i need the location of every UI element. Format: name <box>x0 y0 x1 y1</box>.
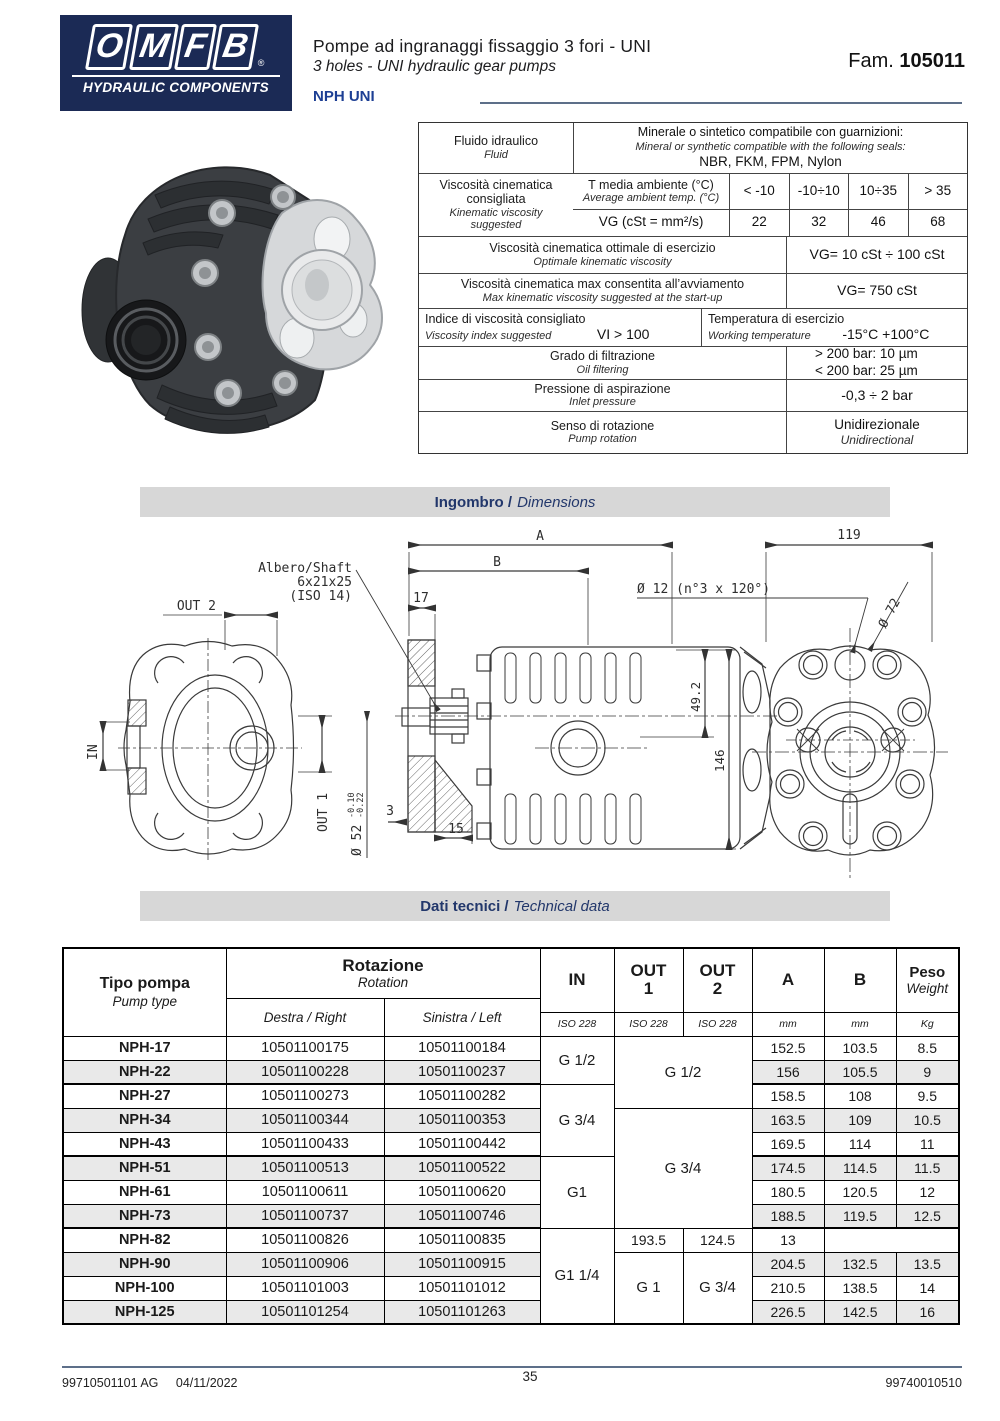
header-it: Tipo pompa <box>99 975 190 993</box>
spec-label-viscosity <box>419 174 573 236</box>
temp-value: > 35 <box>924 182 952 198</box>
label-it: Viscosità cinematica max consentita all’avviamento <box>460 277 745 292</box>
weight-value: 11.5 <box>896 1156 959 1180</box>
label-it: Fluido idraulico <box>453 134 539 149</box>
out-thread: G 3/4 <box>614 1108 752 1228</box>
dim-b-value: 119.5 <box>824 1204 896 1228</box>
table-row <box>63 1180 959 1204</box>
label-en: Working temperature <box>708 330 811 343</box>
pump-model: NPH-43 <box>63 1132 226 1156</box>
header-it: Rotazione <box>342 955 424 975</box>
spec-label-inlet <box>419 380 786 411</box>
dim-3-label: 3 <box>386 804 394 819</box>
code-left: 10501101263 <box>384 1300 540 1324</box>
value-line: < 200 bar: 25 µm <box>815 363 918 378</box>
header-out-num: 2 <box>712 979 723 999</box>
col-header-pump-type <box>63 948 226 1036</box>
footer-doc-code: 99710501101 AG <box>62 1376 159 1390</box>
spec-label-fluid <box>419 123 573 173</box>
label-en: suggested <box>470 219 522 232</box>
shaft-label-1: Albero/Shaft <box>258 561 352 576</box>
dim-a-value: 188.5 <box>752 1204 824 1228</box>
label-en: Optimale kinematic viscosity <box>533 255 672 268</box>
table-row <box>63 1228 959 1252</box>
pump-model: NPH-100 <box>63 1276 226 1300</box>
dim-a-value: 193.5 <box>614 1228 683 1252</box>
dim-a-value: 226.5 <box>752 1300 824 1324</box>
dim-b-value: 138.5 <box>824 1276 896 1300</box>
footer-date: 04/11/2022 <box>175 1376 238 1390</box>
product-name: NPH UNI <box>313 88 375 105</box>
family-code <box>848 50 965 73</box>
code-right: 10501100737 <box>226 1204 384 1228</box>
weight-value: 12 <box>896 1180 959 1204</box>
logo-letters <box>88 24 265 70</box>
vg-label <box>573 210 729 236</box>
header-it: Peso <box>909 963 946 981</box>
family-label: Fam. <box>848 50 894 72</box>
label-en: Fluid <box>484 148 508 161</box>
header-out-num: 1 <box>643 979 654 999</box>
dim-15-label: 15 <box>448 822 464 837</box>
code-left: 10501100620 <box>384 1180 540 1204</box>
value: VI > 100 <box>596 326 650 343</box>
pump-model: NPH-90 <box>63 1252 226 1276</box>
banner-title-en: Dimensions <box>517 493 596 511</box>
temp-value: 10÷35 <box>859 182 897 198</box>
code-left: 10501100915 <box>384 1252 540 1276</box>
shaft-label-2: 6x21x25 <box>297 575 352 590</box>
vg-value <box>908 210 968 236</box>
spec-label-rotation <box>419 412 786 453</box>
code-right: 10501100228 <box>226 1060 384 1084</box>
dim-b-value: 109 <box>824 1108 896 1132</box>
header-rule <box>480 102 962 104</box>
col-header-out2 <box>683 948 752 1012</box>
weight-value: 13 <box>752 1228 824 1252</box>
weight-value: 11 <box>896 1132 959 1156</box>
weight-value: 10.5 <box>896 1108 959 1132</box>
dia52-tol-upper: -0.10 <box>347 792 357 818</box>
label-it: Grado di filtrazione <box>550 349 655 364</box>
table-row <box>63 1084 959 1108</box>
spec-label-filter <box>419 347 786 379</box>
dim-a-value: 210.5 <box>752 1276 824 1300</box>
table-row <box>63 1300 959 1324</box>
code-right: 10501100906 <box>226 1252 384 1276</box>
spec-value-rotation <box>786 412 967 453</box>
spec-value-filter <box>786 347 967 379</box>
dim-b-value: 114.5 <box>824 1156 896 1180</box>
code-left: 10501100237 <box>384 1060 540 1084</box>
code-left: 10501100835 <box>384 1228 540 1252</box>
unit-iso: ISO 228 <box>683 1012 752 1036</box>
value: -15°C +100°C <box>842 326 930 343</box>
code-left: 10501100282 <box>384 1084 540 1108</box>
in-thread: G 3/4 <box>540 1084 614 1156</box>
footer-rule <box>62 1366 962 1368</box>
dim-b-value: 124.5 <box>683 1228 752 1252</box>
label-it: Senso di rotazione <box>550 418 655 433</box>
header-en: Pump type <box>112 993 178 1009</box>
code-left: 10501101012 <box>384 1276 540 1300</box>
ambient-temp-header <box>573 174 729 209</box>
temp-value: < -10 <box>743 182 775 198</box>
col-header-in: IN <box>540 948 614 1012</box>
weight-value: 12.5 <box>896 1204 959 1228</box>
label-en: Kinematic viscosity <box>449 206 543 219</box>
spec-value-fluid <box>573 123 967 173</box>
col-header-out1 <box>614 948 683 1012</box>
col-header-b: B <box>824 948 896 1012</box>
weight-value: 9 <box>896 1060 959 1084</box>
dim-a-value: 180.5 <box>752 1180 824 1204</box>
weight-value: 13.5 <box>896 1252 959 1276</box>
value: -0,3 ÷ 2 bar <box>841 386 913 403</box>
dim-dia12-label: Ø 12 (n°3 x 120°) <box>637 582 771 597</box>
temp-value: -10÷10 <box>797 182 840 198</box>
value: Unidirezionale <box>834 417 920 433</box>
omfb-logo <box>60 15 292 111</box>
dim-a-value: 158.5 <box>752 1084 824 1108</box>
code-right: 10501100826 <box>226 1228 384 1252</box>
dim-a-value: 163.5 <box>752 1108 824 1132</box>
code-right: 10501100513 <box>226 1156 384 1180</box>
logo-subtitle: HYDRAULIC COMPONENTS <box>82 80 269 95</box>
title-english: 3 holes - UNI hydraulic gear pumps <box>313 58 556 75</box>
header-en: Weight <box>906 981 949 997</box>
dim-a-value: 204.5 <box>752 1252 824 1276</box>
vg: 46 <box>870 214 886 230</box>
footer-right-code: 99740010510 <box>885 1376 962 1390</box>
code-right: 10501100611 <box>226 1180 384 1204</box>
dim-b-label: B <box>493 555 501 570</box>
tech-table-body <box>63 1036 959 1324</box>
unit-kg: Kg <box>896 1012 959 1036</box>
label-it: Viscosità cinematica <box>439 177 553 192</box>
value: VG= 750 cSt <box>837 282 917 299</box>
label-it: VG (cSt = mm²/s) <box>598 214 704 230</box>
dim-49-2-label: 49.2 <box>688 681 703 712</box>
dim-a-value: 156 <box>752 1060 824 1084</box>
label-it: Viscosità cinematica ottimale di esercizio <box>489 241 716 256</box>
page-number: 35 <box>522 1369 538 1384</box>
technical-data-banner <box>140 891 890 921</box>
code-right: 10501100273 <box>226 1084 384 1108</box>
pump-model: NPH-125 <box>63 1300 226 1324</box>
value: VG= 10 cSt ÷ 100 cSt <box>809 246 945 263</box>
col-header-left: Sinistra / Left <box>384 998 540 1036</box>
col-header-weight <box>896 948 959 1012</box>
code-left: 10501100522 <box>384 1156 540 1180</box>
header-out: OUT <box>630 961 667 981</box>
pump-model: NPH-17 <box>63 1036 226 1060</box>
weight-value: 9.5 <box>896 1084 959 1108</box>
dim-a-value: 152.5 <box>752 1036 824 1060</box>
code-right: 10501100344 <box>226 1108 384 1132</box>
shaft-label-3: (ISO 14) <box>289 589 352 604</box>
banner-title-en: Technical data <box>513 897 610 915</box>
banner-title-it: Ingombro / <box>434 493 513 511</box>
dia52-label: Ø 52 <box>350 824 365 856</box>
value-en: Unidirectional <box>840 433 914 448</box>
label-en: Oil filtering <box>576 363 629 376</box>
viscosity-grid <box>573 174 967 236</box>
code-left: 10501100353 <box>384 1108 540 1132</box>
unit-iso: ISO 228 <box>540 1012 614 1036</box>
out2-thread: G 3/4 <box>683 1252 752 1324</box>
value-line: Minerale o sintetico compatibile con guarnizioni: <box>637 125 904 140</box>
dim-146-label: 146 <box>712 749 727 772</box>
table-row <box>63 1252 959 1276</box>
specs-table <box>418 122 968 454</box>
logo-divider <box>72 75 280 77</box>
dim-dia72-label: Ø 72 <box>875 596 904 631</box>
out-thread: G 1/2 <box>614 1036 752 1108</box>
logo-letter: O <box>85 24 134 70</box>
side-view-labels <box>258 529 727 837</box>
spec-viscosity-index <box>419 309 701 346</box>
registered-mark: ® <box>257 58 265 68</box>
value-line: > 200 bar: 10 µm <box>815 346 918 362</box>
vg: 32 <box>811 214 827 230</box>
temp-range <box>729 174 789 209</box>
col-header-right: Destra / Right <box>226 998 384 1036</box>
temp-range <box>908 174 968 209</box>
vg: 68 <box>930 214 946 230</box>
pump-model: NPH-61 <box>63 1180 226 1204</box>
dim-b-value: 103.5 <box>824 1036 896 1060</box>
label-it: Temperatura di esercizio <box>708 312 845 326</box>
logo-letter: F <box>174 24 217 70</box>
logo-letter: M <box>129 24 179 70</box>
dimension-drawing <box>55 520 970 885</box>
table-row <box>63 1132 959 1156</box>
spec-label-max-startup <box>419 274 786 308</box>
label-it: consigliata <box>466 192 526 207</box>
dimensions-banner <box>140 487 890 517</box>
temp-range <box>789 174 849 209</box>
spec-label-optimal <box>419 237 786 273</box>
label-en: Viscosity index suggested <box>425 330 552 343</box>
dim-17-label: 17 <box>413 591 429 606</box>
code-left: 10501100442 <box>384 1132 540 1156</box>
dim-b-value: 142.5 <box>824 1300 896 1324</box>
col-header-a: A <box>752 948 824 1012</box>
in-thread: G 1/2 <box>540 1036 614 1084</box>
vg-value <box>729 210 789 236</box>
dim-a-label: A <box>536 529 544 544</box>
temp-range <box>848 174 908 209</box>
spec-value-max-startup <box>786 274 967 308</box>
weight-value: 16 <box>896 1300 959 1324</box>
label-en: Average ambient temp. (°C) <box>582 192 720 205</box>
code-right: 10501101003 <box>226 1276 384 1300</box>
dim-a-value: 169.5 <box>752 1132 824 1156</box>
value-line: NBR, FKM, FPM, Nylon <box>699 153 842 169</box>
pump-model: NPH-22 <box>63 1060 226 1084</box>
unit-mm: mm <box>752 1012 824 1036</box>
technical-data-table <box>62 947 960 1325</box>
dim-b-value: 114 <box>824 1132 896 1156</box>
dim-b-value: 120.5 <box>824 1180 896 1204</box>
label-en: Pump rotation <box>568 433 637 446</box>
in-thread: G1 <box>540 1156 614 1228</box>
col-header-rotation <box>226 948 540 998</box>
label-it: T media ambiente (°C) <box>588 177 714 192</box>
in-thread: G1 1/4 <box>540 1228 614 1324</box>
header-en: Rotation <box>357 975 409 991</box>
table-row <box>63 1108 959 1132</box>
code-right: 10501101254 <box>226 1300 384 1324</box>
code-right: 10501100175 <box>226 1036 384 1060</box>
weight-value: 8.5 <box>896 1036 959 1060</box>
label-en: Max kinematic viscosity suggested at the start-up <box>482 291 723 304</box>
dim-119-label: 119 <box>837 528 861 543</box>
dim-b-value: 132.5 <box>824 1252 896 1276</box>
out2-label: OUT 2 <box>176 599 216 614</box>
value-line: Mineral or synthetic compatible with the following seals: <box>635 141 906 154</box>
product-photo <box>70 135 400 465</box>
vg-value <box>848 210 908 236</box>
out1-thread: G 1 <box>614 1252 683 1324</box>
table-row <box>63 1060 959 1084</box>
weight-value: 14 <box>896 1276 959 1300</box>
front-view-labels <box>637 528 904 631</box>
dia52-tol-lower: -0.22 <box>356 792 366 818</box>
dim-a-value: 174.5 <box>752 1156 824 1180</box>
pump-model: NPH-82 <box>63 1228 226 1252</box>
dim-b-value: 105.5 <box>824 1060 896 1084</box>
table-row <box>63 1156 959 1180</box>
code-left: 10501100184 <box>384 1036 540 1060</box>
banner-title-it: Dati tecnici / <box>420 897 509 915</box>
header-out: OUT <box>699 961 736 981</box>
unit-iso: ISO 228 <box>614 1012 683 1036</box>
logo-letter: B <box>212 24 259 70</box>
spec-working-temp <box>701 309 967 346</box>
table-row <box>63 1204 959 1228</box>
code-right: 10501100433 <box>226 1132 384 1156</box>
pump-model: NPH-34 <box>63 1108 226 1132</box>
spec-value-inlet <box>786 380 967 411</box>
label-en: Inlet pressure <box>569 396 636 409</box>
pump-model: NPH-73 <box>63 1204 226 1228</box>
code-left: 10501100746 <box>384 1204 540 1228</box>
family-value: 105011 <box>899 50 965 72</box>
back-view <box>100 615 332 862</box>
label-it: Indice di viscosità consigliato <box>425 312 586 326</box>
in-label: IN <box>86 744 101 760</box>
unit-mm: mm <box>824 1012 896 1036</box>
label-it: Pressione di aspirazione <box>534 381 671 396</box>
table-row <box>63 1276 959 1300</box>
pump-model: NPH-51 <box>63 1156 226 1180</box>
vg: 22 <box>751 214 767 230</box>
title-italian: Pompe ad ingranaggi fissaggio 3 fori - UNI <box>313 36 652 56</box>
table-row <box>63 1036 959 1060</box>
vg-value <box>789 210 849 236</box>
spec-value-optimal <box>786 237 967 273</box>
out1-label: OUT 1 <box>316 792 331 832</box>
dim-b-value: 108 <box>824 1084 896 1108</box>
pump-model: NPH-27 <box>63 1084 226 1108</box>
